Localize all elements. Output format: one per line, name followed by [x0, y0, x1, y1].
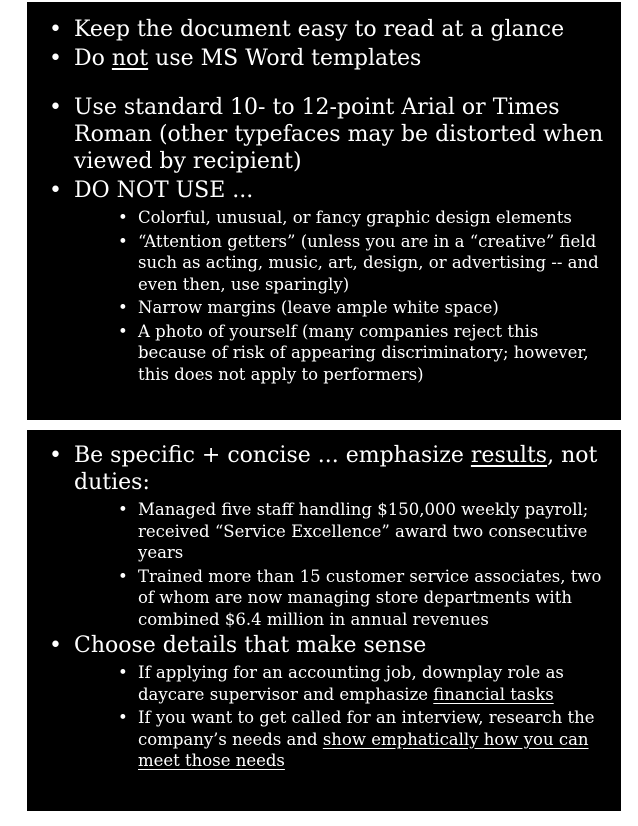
sub-bullet-list	[74, 662, 611, 772]
bullet-list-top	[47, 16, 611, 385]
bullet-text-prefix: Do	[74, 46, 112, 71]
bullet-no-templates	[47, 45, 611, 72]
sub-bullet-text: If applying for an accounting job, downplay role as daycare supervisor and emphasize	[138, 663, 564, 704]
bullet-do-not-use	[47, 177, 611, 385]
sub-bullet-text: If you want to get called for an interview, research the company’s needs and	[138, 708, 595, 749]
bullet-list-bottom	[47, 442, 611, 772]
sub-bullet-photo: • A photo of yourself (many companies reject this because of risk of appearing discriminatory; however, this does not apply to performers)	[118, 321, 611, 386]
sub-bullet-list	[74, 499, 611, 630]
bullet-text-prefix: Be specific + concise ... emphasize	[74, 443, 471, 468]
sub-bullet-managed-staff: • Managed five staff handling $150,000 weekly payroll; received “Service Excellence” award two consecutive years	[118, 499, 611, 564]
bullet-text-suffix: use MS Word templates	[148, 46, 422, 71]
bullet-typeface	[47, 94, 611, 175]
underlined-meet-needs: show emphatically how you can meet those needs	[138, 729, 589, 770]
bullet-text: Use standard 10- to 12-point Arial or Times Roman (other typefaces may be distorted when viewed by recipient)	[74, 95, 604, 174]
sub-bullet-narrow-margins: • Narrow margins (leave ample white space)	[118, 297, 611, 319]
bullet-choose-details	[47, 632, 611, 772]
sub-bullet-attention-getters: • “Attention getters” (unless you are in a “creative” field such as acting, music, art, design, or advertising -- and even then, use sparingly)	[118, 231, 611, 296]
sub-bullet-accounting-job	[118, 662, 611, 705]
bullet-easy-to-read	[47, 16, 611, 43]
bullet-text: DO NOT USE ...	[74, 178, 254, 203]
underlined-financial-tasks: financial tasks	[433, 684, 554, 704]
underlined-not: not	[111, 46, 149, 71]
sub-bullet-list	[74, 207, 611, 385]
slide-panel-bottom	[27, 430, 621, 811]
sub-bullet-interview	[118, 707, 611, 772]
bullet-text: Choose details that make sense	[74, 633, 427, 658]
sub-bullet-trained-associates: • Trained more than 15 customer service associates, two of whom are now managing store departments with combined $6.4 million in annual revenues	[118, 566, 611, 631]
underlined-results: results	[470, 443, 548, 468]
slide-panel-top	[27, 2, 621, 420]
bullet-specific-concise	[47, 442, 611, 630]
sub-bullet-graphic-design: • Colorful, unusual, or fancy graphic design elements	[118, 207, 611, 229]
bullet-text-suffix: , not duties:	[74, 443, 598, 495]
bullet-text: Keep the document easy to read at a glance	[74, 17, 565, 42]
